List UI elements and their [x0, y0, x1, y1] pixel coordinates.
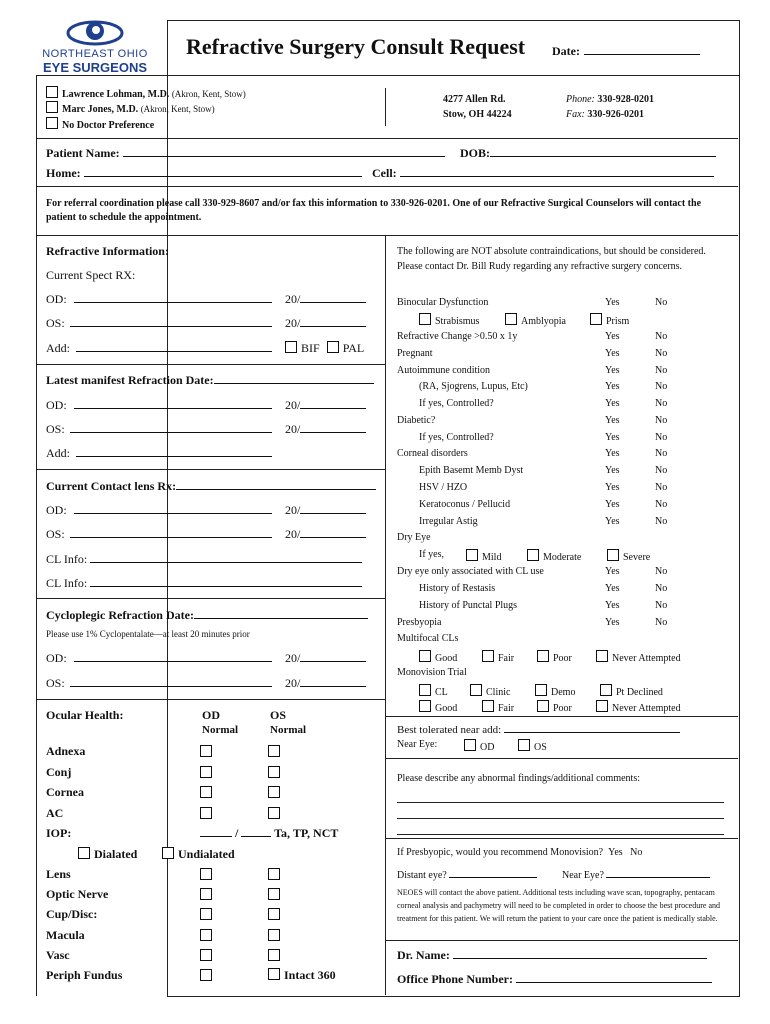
vasc-os-checkbox[interactable] — [268, 949, 280, 961]
lens-os-checkbox[interactable] — [268, 868, 280, 880]
no-option[interactable]: No — [655, 583, 668, 594]
comments-label: Please describe any abnormal findings/additional comments: — [397, 773, 640, 784]
no-option[interactable]: No — [655, 432, 668, 443]
adnexa-os-checkbox[interactable] — [268, 745, 280, 757]
severe-checkbox[interactable] — [607, 549, 619, 561]
distant-eye-field[interactable] — [449, 867, 537, 878]
amblyopia-checkbox[interactable] — [505, 313, 517, 325]
comments-line-3[interactable] — [397, 834, 724, 835]
manifest-od-va[interactable] — [300, 398, 366, 409]
cl-rx-field[interactable] — [176, 479, 376, 490]
no-option[interactable]: No — [655, 482, 668, 493]
checkbox[interactable] — [46, 117, 58, 129]
checkbox[interactable] — [46, 101, 58, 113]
yes-option[interactable]: Yes — [605, 617, 620, 628]
prism-checkbox[interactable] — [590, 313, 602, 325]
mono-demo-checkbox[interactable] — [535, 684, 547, 696]
mono-poor-checkbox[interactable] — [537, 700, 549, 712]
mild-checkbox[interactable] — [466, 549, 478, 561]
no-option[interactable]: No — [655, 600, 668, 611]
optic-os-checkbox[interactable] — [268, 888, 280, 900]
cyclo-date-field[interactable] — [194, 608, 368, 619]
cl-info-field-1[interactable] — [90, 552, 362, 563]
manifest-date-field[interactable] — [214, 373, 374, 384]
mf-poor-checkbox[interactable] — [537, 650, 549, 662]
moderate-checkbox[interactable] — [527, 549, 539, 561]
home-phone-field[interactable] — [84, 166, 362, 177]
optic-od-checkbox[interactable] — [200, 888, 212, 900]
doctor-option-none[interactable]: No Doctor Preference — [46, 117, 154, 131]
manifest-add-field[interactable] — [76, 446, 272, 457]
dr-name-field[interactable] — [453, 948, 707, 959]
contraindication-intro: The following are NOT absolute contraindications, but should be considered. Please contact Dr. Bill Rudy regarding any refractive surgery concerns. — [397, 246, 706, 272]
lens-od-checkbox[interactable] — [200, 868, 212, 880]
ac-os-checkbox[interactable] — [268, 807, 280, 819]
fax: Fax: 330-926-0201 — [566, 109, 645, 120]
cyclo-os-field[interactable] — [70, 676, 272, 687]
home-label: Home: — [46, 166, 81, 180]
logo-line2: EYE SURGEONS — [42, 60, 148, 75]
comments-line-1[interactable] — [397, 802, 724, 803]
yes-option[interactable]: Yes — [605, 566, 620, 577]
cl-od-field[interactable] — [74, 503, 272, 514]
address-street: 4277 Allen Rd. — [443, 94, 506, 105]
periph-od-checkbox[interactable] — [200, 969, 212, 981]
date-label: Date: — [552, 44, 580, 58]
mf-good-checkbox[interactable] — [419, 650, 431, 662]
checkbox[interactable] — [46, 86, 58, 98]
cl-od-va[interactable] — [300, 503, 366, 514]
address-city: Stow, OH 44224 — [443, 109, 512, 120]
cyclo-od-va[interactable] — [300, 651, 366, 662]
strabismus-checkbox[interactable] — [419, 313, 431, 325]
yes-option[interactable]: Yes — [605, 499, 620, 510]
best-near-add-field[interactable] — [504, 722, 680, 733]
cyclo-note: Please use 1% Cyclopentalate—at least 20 minutes prior — [46, 629, 250, 639]
no-option[interactable]: No — [655, 465, 668, 476]
yes-option[interactable]: Yes — [605, 600, 620, 611]
cell-phone-field[interactable] — [400, 166, 714, 177]
iop-od-field[interactable] — [200, 826, 232, 837]
undilated-checkbox[interactable] — [162, 847, 174, 859]
mono-cl-checkbox[interactable] — [419, 684, 431, 696]
referral-note: For referral coordination please call 330-929-8607 and/or fax this information to 330-926-0201. One of our Refractive Surgical Counselors will contact the patient to schedule the appointment. — [46, 198, 702, 223]
logo-line1: NORTHEAST OHIO — [42, 48, 148, 60]
cl-rx-label: Current Contact lens Rx: — [46, 479, 177, 493]
no-option[interactable]: No — [655, 348, 668, 359]
mono-good-checkbox[interactable] — [419, 700, 431, 712]
yes-option[interactable]: Yes — [605, 365, 620, 376]
bif-checkbox[interactable] — [285, 341, 297, 353]
intact-360-checkbox[interactable] — [268, 968, 280, 980]
adnexa-od-checkbox[interactable] — [200, 745, 212, 757]
macula-os-checkbox[interactable] — [268, 929, 280, 941]
eye-logo-icon — [65, 16, 125, 46]
cell-label: Cell: — [372, 166, 397, 180]
cyclo-os-va[interactable] — [300, 676, 366, 687]
macula-od-checkbox[interactable] — [200, 929, 212, 941]
patient-name-field[interactable] — [123, 146, 445, 157]
vasc-od-checkbox[interactable] — [200, 949, 212, 961]
cl-info-field-2[interactable] — [90, 576, 362, 587]
yes-option[interactable]: Yes — [605, 348, 620, 359]
iop-os-field[interactable] — [241, 826, 271, 837]
patient-name-label: Patient Name: — [46, 146, 120, 160]
cyclo-od-field[interactable] — [74, 651, 272, 662]
ocular-health-title: Ocular Health: — [46, 708, 124, 722]
no-option[interactable]: No — [655, 297, 668, 308]
spect-od-va[interactable] — [300, 292, 366, 303]
phone: Phone: 330-928-0201 — [566, 94, 655, 105]
cyclo-label: Cycloplegic Refraction Date: — [46, 608, 194, 622]
spect-add-field[interactable] — [76, 341, 272, 352]
yes-option[interactable]: Yes — [605, 415, 620, 426]
logo — [40, 16, 150, 76]
no-option[interactable]: No — [655, 516, 668, 527]
dob-label: DOB: — [460, 146, 490, 160]
yes-option[interactable]: Yes — [605, 482, 620, 493]
cupdisc-od-checkbox[interactable] — [200, 908, 212, 920]
yes-option[interactable]: Yes — [605, 331, 620, 342]
spect-os-field[interactable] — [70, 316, 272, 327]
pal-checkbox[interactable] — [327, 341, 339, 353]
comments-line-2[interactable] — [397, 818, 724, 819]
form-title: Refractive Surgery Consult Request — [186, 34, 526, 59]
spect-os-va[interactable] — [300, 316, 366, 327]
dob-field[interactable] — [490, 146, 716, 157]
manifest-os-field[interactable] — [70, 422, 272, 433]
mono-fair-checkbox[interactable] — [482, 700, 494, 712]
conj-os-checkbox[interactable] — [268, 766, 280, 778]
manifest-label: Latest manifest Refraction Date: — [46, 373, 214, 387]
yes-option[interactable]: Yes — [605, 583, 620, 594]
near-eye-os-checkbox[interactable] — [518, 739, 530, 751]
no-option[interactable]: No — [655, 398, 668, 409]
cl-os-va[interactable] — [300, 527, 366, 538]
mf-never-checkbox[interactable] — [596, 650, 608, 662]
spect-od-field[interactable] — [74, 292, 272, 303]
yes-option[interactable]: Yes — [605, 432, 620, 443]
no-option[interactable]: No — [655, 448, 668, 459]
mono-never-checkbox[interactable] — [596, 700, 608, 712]
office-phone-field[interactable] — [516, 972, 712, 983]
refractive-info-title: Refractive Information: — [46, 244, 169, 258]
mf-fair-checkbox[interactable] — [482, 650, 494, 662]
ac-od-checkbox[interactable] — [200, 807, 212, 819]
cornea-od-checkbox[interactable] — [200, 786, 212, 798]
doctor-option-jones[interactable]: Marc Jones, M.D. (Akron, Kent, Stow) — [46, 101, 215, 115]
current-spect-label: Current Spect RX: — [46, 268, 136, 282]
no-option[interactable]: No — [655, 566, 668, 577]
manifest-os-va[interactable] — [300, 422, 366, 433]
cupdisc-os-checkbox[interactable] — [268, 908, 280, 920]
conj-od-checkbox[interactable] — [200, 766, 212, 778]
manifest-od-field[interactable] — [74, 398, 272, 409]
yes-option[interactable]: Yes — [605, 516, 620, 527]
mono-declined-checkbox[interactable] — [600, 684, 612, 696]
near-eye-od-checkbox[interactable] — [464, 739, 476, 751]
no-option[interactable]: No — [655, 617, 668, 628]
cornea-os-checkbox[interactable] — [268, 786, 280, 798]
dilated-checkbox[interactable] — [78, 847, 90, 859]
no-option[interactable]: No — [655, 331, 668, 342]
yes-option[interactable]: Yes — [605, 448, 620, 459]
neoes-note: NEOES will contact the above patient. Additional tests including wave scan, topography, pentacam corneal analysis and pachymetry will need to be completed in order to choose the best procedure and treatment for this patient. We will return the patient to your care once the patient is medically stable. — [397, 888, 720, 923]
no-option[interactable]: No — [655, 499, 668, 510]
yes-option[interactable]: Yes — [605, 465, 620, 476]
date-field[interactable] — [584, 44, 700, 55]
no-option[interactable]: No — [655, 415, 668, 426]
yes-option[interactable]: Yes — [605, 381, 620, 392]
cl-os-field[interactable] — [70, 527, 272, 538]
mono-clinic-checkbox[interactable] — [470, 684, 482, 696]
near-eye-field[interactable] — [606, 867, 710, 878]
no-option[interactable]: No — [655, 381, 668, 392]
yes-option[interactable]: Yes — [605, 398, 620, 409]
no-option[interactable]: No — [655, 365, 668, 376]
yes-option[interactable]: Yes — [605, 297, 620, 308]
doctor-option-lohman[interactable]: Lawrence Lohman, M.D. (Akron, Kent, Stow) — [46, 86, 246, 100]
